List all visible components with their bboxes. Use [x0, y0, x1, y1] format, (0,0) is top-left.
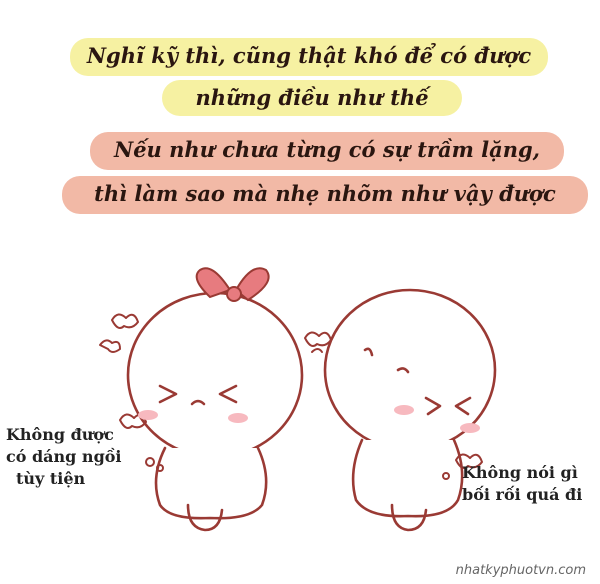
left-note-line-1: Không được — [6, 425, 114, 444]
caption-yellow-line-1: Nghĩ kỹ thì, cũng thật khó để có được — [86, 43, 532, 68]
right-note-line-2: bối rối quá đi — [462, 485, 583, 504]
left-note-line-2: có dáng ngồi — [6, 447, 122, 466]
left-character-note — [6, 424, 122, 490]
caption-yellow-line-2: những điều như thế — [195, 85, 429, 110]
watermark: nhatkyphuotvn.com — [455, 563, 586, 578]
right-character-note — [462, 462, 582, 506]
right-note-line-1: Không nói gì — [462, 463, 578, 482]
caption-pink-line-2: thì làm sao mà nhẹ nhõm như vậy được — [94, 181, 556, 206]
left-character-head — [128, 293, 302, 457]
left-character-body — [156, 448, 266, 518]
caption-pink-line-1: Nếu như chưa từng có sự trầm lặng, — [114, 137, 540, 162]
left-note-line-3: tùy tiện — [16, 469, 86, 488]
